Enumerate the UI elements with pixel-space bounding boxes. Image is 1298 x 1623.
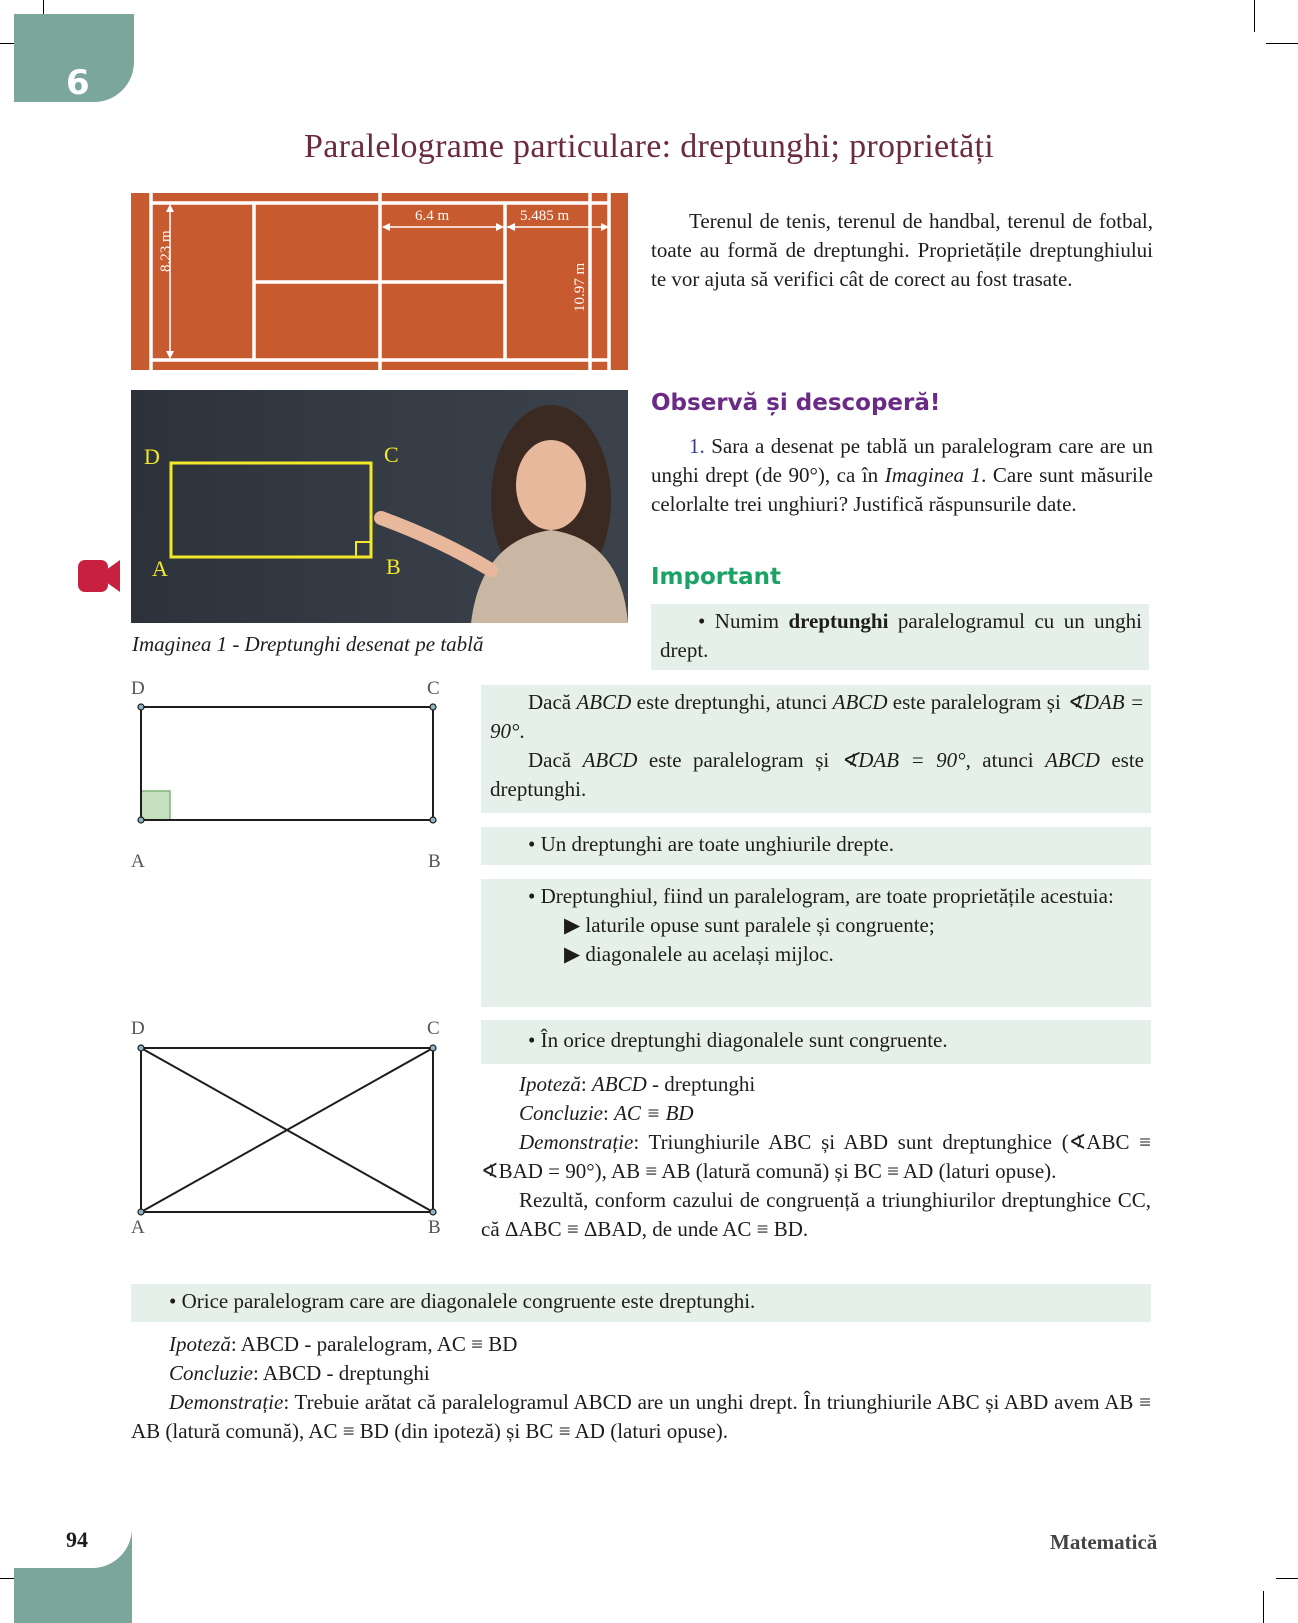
blackboard-rectangle-drawing [131, 390, 628, 623]
page-number: 94 [66, 1527, 88, 1552]
dimension-label-service: 6.4 m [415, 208, 450, 224]
proof2-conclusion: Concluzie: ABCD - dreptunghi [169, 1361, 430, 1385]
item-number: 1. [689, 434, 705, 458]
equivalence-line-1: Dacă ABCD este dreptunghi, atunci ABCD este paralelogram și ∢DAB = 90°. [490, 690, 1144, 743]
proof-1 [481, 1070, 1151, 1244]
blackboard-photo [131, 390, 628, 623]
item-text-end: . Care sunt măsurile celorlalte trei unghiuri? Justifică răspunsurile date. [651, 463, 1153, 516]
intro-paragraph: Terenul de tenis, terenul de handbal, terenul de fotbal, toate au formă de dreptunghi. Proprietățile dreptunghiului te vor ajuta să verifici cât de corect au fost trasate. [651, 209, 1153, 291]
property-item-1: ▶ laturile opuse sunt paralele și congruente; [564, 913, 935, 937]
all-angles-text: • Un dreptunghi are toate unghiurile drepte. [528, 832, 894, 856]
property-item-2: ▶ diagonalele au același mijloc. [564, 942, 834, 966]
term-dreptunghi: dreptunghi [788, 609, 889, 633]
observe-heading: Observă și descoperă! [651, 390, 941, 416]
figure2-label-b: B [428, 1217, 441, 1238]
vertex-label-b: B [386, 554, 401, 579]
properties-text [490, 882, 1144, 969]
figure1-label-c: C [427, 678, 440, 699]
vertex-label-c: C [384, 442, 399, 467]
crop-mark [1266, 43, 1298, 44]
figure2-label-c: C [427, 1018, 440, 1039]
crop-mark [1263, 1591, 1264, 1623]
photo-caption: Imaginea 1 - Dreptunghi desenat pe tablă [132, 632, 484, 656]
rectangle-diagonals-figure [130, 1030, 450, 1220]
proof1-demonstration: Demonstrație: Triunghiurile ABC și ABD sunt dreptunghice (∢ABC ≡ ∢BAD = 90°), AB ≡ AB (latură comună) și BC ≡ AD (laturi opuse). [481, 1130, 1151, 1183]
converse-statement: • Orice paralelogram care are diagonalele congruente este dreptunghi. [169, 1289, 756, 1313]
figure1-label-a: A [131, 851, 145, 872]
dimension-label-back: 5.485 m [520, 208, 570, 224]
figure2-label-d: D [131, 1018, 145, 1039]
dimension-label-doubles-width: 10.97 m [572, 262, 588, 312]
crop-mark [1276, 1578, 1298, 1579]
rectangle-figure [130, 690, 450, 860]
proof1-result: Rezultă, conform cazului de congruență a triunghiurilor dreptunghice CC, că ΔABC ≡ ΔBAD, de unde AC ≡ BD. [481, 1188, 1151, 1241]
page-title: Paralelograme particulare: dreptunghi; proprietăți [303, 128, 994, 165]
video-camera-icon[interactable] [78, 560, 124, 592]
crop-mark [0, 1578, 14, 1579]
proof2-demonstration: Demonstrație: Trebuie arătat că paralelogramul ABCD are un unghi drept. În triunghiurile ABC și ABD avem AB ≡ AB (latură comună), AC ≡ BD (din ipoteză) și BC ≡ AD (laturi opuse). [131, 1390, 1151, 1443]
figure1-label-b: B [428, 851, 441, 872]
important-heading: Important [651, 564, 782, 590]
equivalence-line-2: Dacă ABCD este paralelogram și ∢DAB = 90°, atunci ABCD este dreptunghi. [490, 748, 1144, 801]
properties-intro: • Dreptunghiul, fiind un paralelogram, are toate proprietățile acestuia: [528, 884, 1114, 908]
vertex-label-d: D [144, 444, 160, 469]
vertex-label-a: A [152, 556, 168, 581]
figure1-label-d: D [131, 678, 145, 699]
proof1-conclusion: Concluzie: AC ≡ BD [519, 1101, 694, 1125]
proof2-hypothesis: Ipoteză: ABCD - paralelogram, AC ≡ BD [169, 1332, 518, 1356]
definition-text: • Numim dreptunghi paralelogramul cu un unghi drept. [660, 609, 1143, 662]
subject-label: Matematică [1050, 1530, 1158, 1554]
equivalence-text [490, 688, 1144, 804]
proof-2 [131, 1330, 1151, 1446]
chapter-number: 6 [66, 63, 90, 103]
item-text: Sara a desenat pe tablă un paralelogram care are un unghi drept (de 90°), ca în [651, 434, 1153, 487]
dimension-label-singles-width: 8.23 m [158, 230, 174, 272]
observe-item-1 [651, 432, 1153, 519]
figure2-label-a: A [131, 1217, 145, 1238]
image-reference: Imaginea 1 [884, 463, 982, 487]
crop-mark [1254, 0, 1255, 32]
proof1-hypothesis: Ipoteză: ABCD - dreptunghi [519, 1072, 756, 1096]
diagonals-text: • În orice dreptunghi diagonalele sunt congruente. [528, 1028, 948, 1052]
